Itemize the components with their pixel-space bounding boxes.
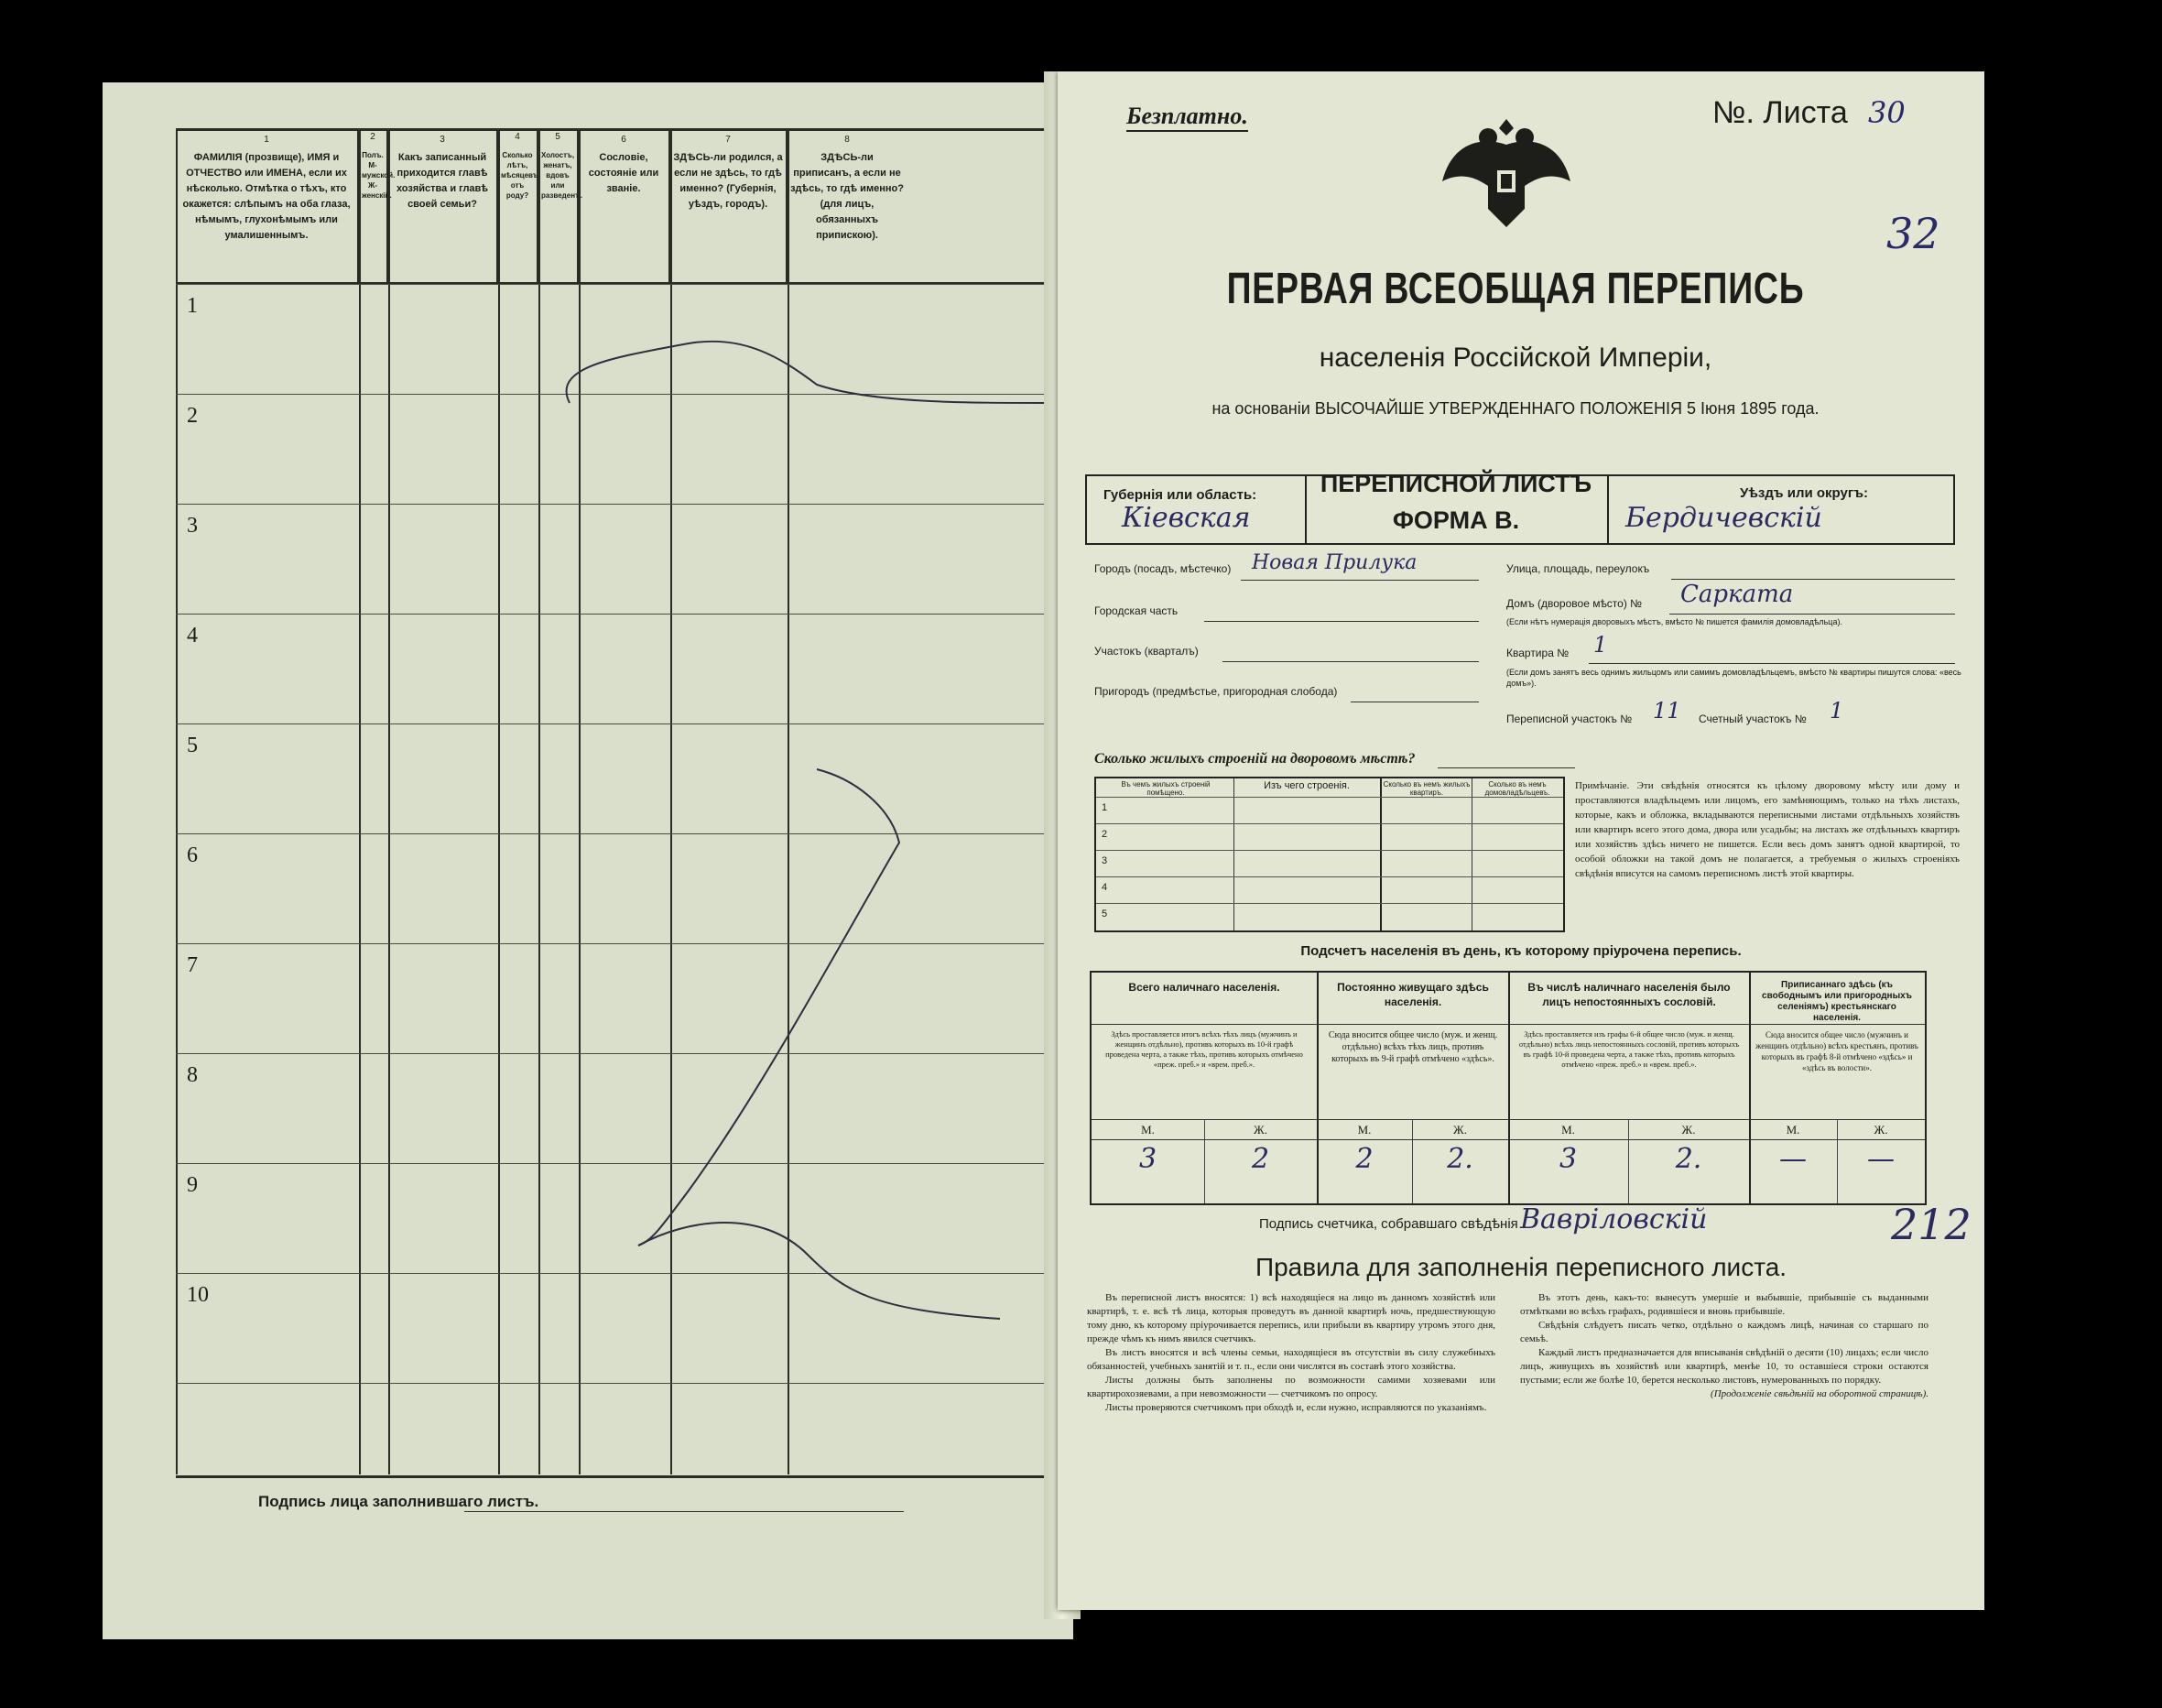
col-number: 2 — [370, 132, 375, 142]
census-section-label: Переписной участокъ № — [1506, 713, 1633, 725]
city-value: Новая Прилука — [1252, 551, 1418, 574]
counting-section-value: 1 — [1830, 698, 1844, 723]
row-number: 4 — [1102, 882, 1108, 893]
col-number: 4 — [515, 132, 520, 142]
apartment-note: (Если домъ занятъ весь однимъ жильцомъ или самимъ домовладѣльцемъ, вмѣсто № квартиры пишутся слова: «весь домъ»). — [1506, 668, 1961, 688]
row-number: 8 — [187, 1063, 198, 1087]
col-number: 7 — [725, 135, 731, 145]
collector-signature: Вавріловскій — [1520, 1203, 1708, 1235]
census-sheet-form: ФОРМА В. — [1392, 506, 1520, 534]
corner-number-handwritten: 32 — [1886, 209, 1940, 258]
province-label: Губернія или область: — [1103, 487, 1257, 503]
rules-paragraph: Свѣдѣнія слѣдуетъ писать четко, отдѣльно о каждомъ лицѣ, начиная со старшаго по семьѣ. — [1520, 1320, 1928, 1344]
buildings-header: Въ чемъ жилыхъ строеній помѣщено. — [1121, 780, 1211, 797]
section-label: Участокъ (кварталъ) — [1094, 645, 1199, 658]
city-part-line — [1204, 621, 1479, 622]
double-headed-eagle-icon — [1433, 99, 1580, 236]
count-value: 2 — [1355, 1143, 1374, 1175]
count-value: 2 — [1251, 1143, 1270, 1175]
rules-paragraph: Листы должны быть заполнены по возможности самими хозяевами или квартирохозяевами, а при невозможности — счетчикомъ по опросу. — [1087, 1375, 1495, 1399]
city-line — [1241, 580, 1479, 581]
sex-label: Ж. — [1874, 1123, 1888, 1137]
free-label: Безплатно. — [1126, 103, 1248, 132]
population-count-title: Подсчетъ населенія въ день, къ которому пріурочена перепись. — [1300, 943, 1742, 959]
sex-label: М. — [1786, 1123, 1800, 1137]
page-title: ПЕРВАЯ ВСЕОБЩАЯ ПЕРЕПИСЬ — [1226, 265, 1805, 313]
sex-label: Ж. — [1254, 1123, 1267, 1137]
apartment-line — [1589, 663, 1955, 664]
apartment-label: Квартира № — [1506, 647, 1570, 659]
rules-paragraph: Въ листъ вносятся и всѣ члены семьи, находящіеся въ отсутствіи въ силу служебныхъ обязанностей, учебныхъ занятій и т. п., если они числятся въ составѣ этого хозяйства. — [1087, 1347, 1495, 1372]
row-number: 9 — [187, 1173, 198, 1197]
col-divider — [1380, 778, 1382, 930]
count-header: Всего наличнаго населенія. — [1128, 981, 1280, 994]
district-value: Бердичевскій — [1625, 502, 1822, 534]
row-number: 2 — [1102, 829, 1108, 840]
count-value: — — [1867, 1143, 1895, 1175]
census-sheet-title — [1305, 465, 1607, 539]
street-line — [1671, 579, 1955, 580]
buildings-header: Сколько въ немъ жилыхъ квартиръ. — [1383, 780, 1471, 797]
count-value: 3 — [1559, 1143, 1578, 1175]
sex-label: М. — [1141, 1123, 1155, 1137]
row-number: 1 — [187, 294, 198, 318]
table-row — [1092, 1119, 1925, 1120]
col-header-text: Сколько лѣтъ, мѣсяцевъ отъ роду? — [501, 151, 538, 200]
rules-paragraph: Въ переписной листъ вносятся: 1) всѣ находящіеся на лицо въ данномъ хозяйствѣ или квартирѣ, т. е. всѣ тѣ лица, которыя проведутъ въ данной квартирѣ ночь, предшествующую тому дню, къ которому пріурочивается перепись, или прибыли въ квартиру утромъ этого дня, прежде чѣмъ къ нимъ явился счетчикъ. — [1087, 1292, 1495, 1344]
sheet-number-handwritten: 30 — [1868, 95, 1906, 130]
col-header-text: Сословіе, состояніе или званіе. — [588, 152, 659, 194]
left-page — [103, 82, 1073, 1639]
sex-label: Ж. — [1453, 1123, 1467, 1137]
col-header-text: Холостъ, женатъ, вдовъ или разведенъ. — [541, 151, 583, 200]
buildings-question: Сколько жилыхъ строеній на дворовомъ мѣстѣ? — [1094, 751, 1416, 767]
city-part-label: Городская часть — [1094, 604, 1179, 617]
count-value: 2. — [1675, 1143, 1702, 1175]
signature-line — [464, 1511, 904, 1512]
population-count-table — [1090, 971, 1927, 1205]
count-header: Приписаннаго здѣсь (къ свободнымъ или пригородныхъ селеніямъ) крестьянскаго населенія. — [1762, 980, 1912, 1023]
count-header: Постоянно живущаго здѣсь населенія. — [1337, 981, 1489, 1008]
buildings-table — [1094, 777, 1565, 932]
note-text: Примѣчаніе. Эти свѣдѣнія относятся къ цѣлому дворовому мѣсту или дому и проставляются владѣльцемъ или лицомъ, его замѣняющимъ, только на тѣхъ листахъ, которые, какъ и обложка, вкладываются переписными листами отдѣльныхъ хозяйствъ или квартиръ всего этого дома, двора или усадьбы; на листахъ же отдѣльныхъ квартиръ или хозяйствъ здѣсь ничего не пишется. Если весь домъ занятъ одной квартирой, то особой обложки на такой домъ не полагается, а требуемыя о жилыхъ строеніяхъ свѣдѣнія вписутся на самомъ переписномъ листѣ этой квартиры. — [1575, 780, 1960, 879]
count-description: Сюда вносится общее число (муж. и женщ. отдѣльно) всѣхъ тѣхъ лицъ, противъ которыхъ въ 9-й графѣ отмѣчено «здѣсь». — [1328, 1030, 1498, 1064]
collector-label: Подпись счетчика, собравшаго свѣдѣнія — [1259, 1216, 1518, 1232]
header-box-bottom — [1085, 543, 1955, 545]
person-table — [176, 128, 1073, 1474]
rules-paragraph: (Продолженіе свѣдѣній на оборотной страницѣ). — [1711, 1388, 1928, 1399]
col-header-text: Полъ. М-мужской. Ж-женскій. — [362, 151, 396, 200]
house-line — [1669, 614, 1955, 615]
col-header-text: ЗДѢСЬ-ли родился, а если не здѣсь, то гдѣ именно? (Губернія, уѣздъ, городъ). — [673, 152, 783, 210]
row-number: 7 — [187, 953, 198, 977]
count-value: 3 — [1138, 1143, 1157, 1175]
count-value: — — [1779, 1143, 1807, 1175]
rules-paragraph: Въ этотъ день, какъ-то: вынесутъ умершіе и выбывшіе, прибывшіе съ выданными отмѣтками во всѣхъ графахъ, родившіеся и вновь прибывшіе. — [1520, 1292, 1928, 1317]
row-number: 3 — [1102, 855, 1108, 866]
row-number: 5 — [187, 734, 198, 757]
col-header-text: Какъ записанный приходится главѣ хозяйства и главѣ своей семьи? — [396, 152, 489, 210]
table-row — [1096, 876, 1563, 877]
header-box-left — [1085, 474, 1087, 543]
col-number: 1 — [264, 135, 269, 145]
apartment-value: 1 — [1593, 632, 1608, 658]
table-row — [1096, 903, 1563, 904]
house-label: Домъ (дворовое мѣсто) № — [1506, 597, 1643, 610]
sex-label: М. — [1357, 1123, 1372, 1137]
row-number: 3 — [187, 514, 198, 538]
district-label: Уѣздъ или округъ: — [1740, 485, 1869, 501]
table-row — [1096, 823, 1563, 824]
page-subtitle: населенія Россійской Имперіи, — [1319, 343, 1712, 373]
side-number-handwritten: 212 — [1891, 1200, 1972, 1249]
buildings-line — [1438, 767, 1575, 768]
table-row — [1092, 1139, 1925, 1140]
buildings-header: Сколько въ немъ домовладѣльцевъ. — [1484, 780, 1550, 797]
sex-label: Ж. — [1681, 1123, 1696, 1137]
census-section-value: 11 — [1653, 698, 1681, 723]
rules-paragraph: Листы проверяются счетчикомъ при обходѣ и, если нужно, исправляются по указаніямъ. — [1105, 1402, 1487, 1413]
count-description: Здѣсь проставляется изъ графы 6-й общее число (муж. и женщ. отдѣльно) всѣхъ лицъ непостоянныхъ сословій, противъ которыхъ въ графѣ 10-й проведена черта, а также тѣхъ, противъ которыхъ отмѣчено «преж. преб.» и «врем. преб.». — [1518, 1029, 1740, 1069]
col-header-text: ФАМИЛІЯ (прозвище), ИМЯ и ОТЧЕСТВО или ИМЕНА, если их нѣсколько. Отмѣтка о тѣхъ, кто окажется: слѣпымъ на оба глаза, нѣмымъ, глухонѣмымъ или умалишеннымъ. — [182, 152, 351, 241]
col-number: 8 — [844, 135, 850, 145]
col-number: 3 — [440, 135, 445, 145]
sex-label: М. — [1561, 1123, 1575, 1137]
house-note: (Если нѣтъ нумерація дворовыхъ мѣстъ, вмѣсто № пишется фамилія домовладѣльца). — [1506, 617, 1842, 626]
sheet-number-label: №. Листа — [1712, 95, 1848, 130]
row-number: 6 — [187, 843, 198, 867]
rules-right-column — [1520, 1291, 1928, 1401]
rules-left-column — [1087, 1291, 1495, 1415]
count-description: Здѣсь проставляется итогъ всѣхъ тѣхъ лицъ (мужчинъ и женщинъ отдѣльно), противъ которыхъ въ 10-й графѣ проведена черта, а также тѣхъ, противъ которыхъ отмѣчено «преж. преб.» и «врем. преб.». — [1105, 1029, 1303, 1069]
city-label: Городъ (посадъ, мѣстечко) — [1094, 562, 1232, 575]
count-header: Въ числѣ наличнаго населенія было лицъ непостоянныхъ сословій. — [1527, 981, 1731, 1008]
suburb-label: Пригородъ (предмѣстье, пригородная слобода) — [1094, 685, 1338, 698]
left-signature-label: Подпись лица заполнившаго листъ. — [258, 1493, 539, 1510]
house-value: Сарката — [1680, 581, 1794, 608]
row-number: 10 — [187, 1283, 209, 1307]
header-box-divider — [1607, 474, 1609, 543]
col-divider — [1233, 778, 1234, 930]
census-sheet-title-line1: ПЕРЕПИСНОЙ ЛИСТЪ — [1320, 470, 1592, 497]
legal-basis: на основаніи ВЫСОЧАЙШЕ УТВЕРЖДЕННАГО ПОЛОЖЕНІЯ 5 Іюня 1895 года. — [1211, 399, 1820, 418]
header-box-right — [1953, 474, 1955, 543]
count-value: 2. — [1447, 1143, 1473, 1175]
buildings-header: Изъ чего строенія. — [1264, 780, 1350, 791]
counting-section-label: Счетный участокъ № — [1699, 713, 1807, 725]
col-header-text: ЗДѢСЬ-ли приписанъ, а если не здѣсь, то гдѣ именно? (для лицъ, обязанныхъ припискою). — [790, 152, 904, 241]
row-number: 1 — [1102, 802, 1108, 813]
rules-paragraph: Каждый листъ предназначается для вписыванія свѣдѣній о десяти (10) лицахъ; если число лицъ, живущихъ въ хозяйствѣ или квартирѣ, менѣе 10, то оставшіеся строки остаются пустыми; если же болѣе 10, берется несколько листовъ, нумерованныхъ по порядку. — [1520, 1347, 1928, 1386]
row-number: 2 — [187, 404, 198, 428]
right-page — [1058, 71, 1984, 1610]
col-number: 6 — [621, 135, 626, 145]
row-number: 5 — [1102, 908, 1108, 919]
pen-strokes — [176, 128, 1073, 1474]
table-row — [1096, 797, 1563, 798]
table-row — [1092, 1024, 1925, 1025]
section-line — [1222, 661, 1479, 662]
street-label: Улица, площадь, переулокъ — [1506, 562, 1650, 575]
row-number: 4 — [187, 624, 198, 647]
province-value: Кіевская — [1122, 502, 1251, 534]
rules-title: Правила для заполненія переписного листа. — [1255, 1253, 1787, 1281]
col-number: 5 — [555, 132, 560, 142]
table-row — [1096, 850, 1563, 851]
count-description: Сюда вносится общее число (мужчинъ и женщинъ отдѣльно) всѣхъ крестьянъ, противъ которыхъ въ графѣ 8-й отмѣчено «здѣсь» и «здѣсь въ волости». — [1755, 1030, 1918, 1072]
